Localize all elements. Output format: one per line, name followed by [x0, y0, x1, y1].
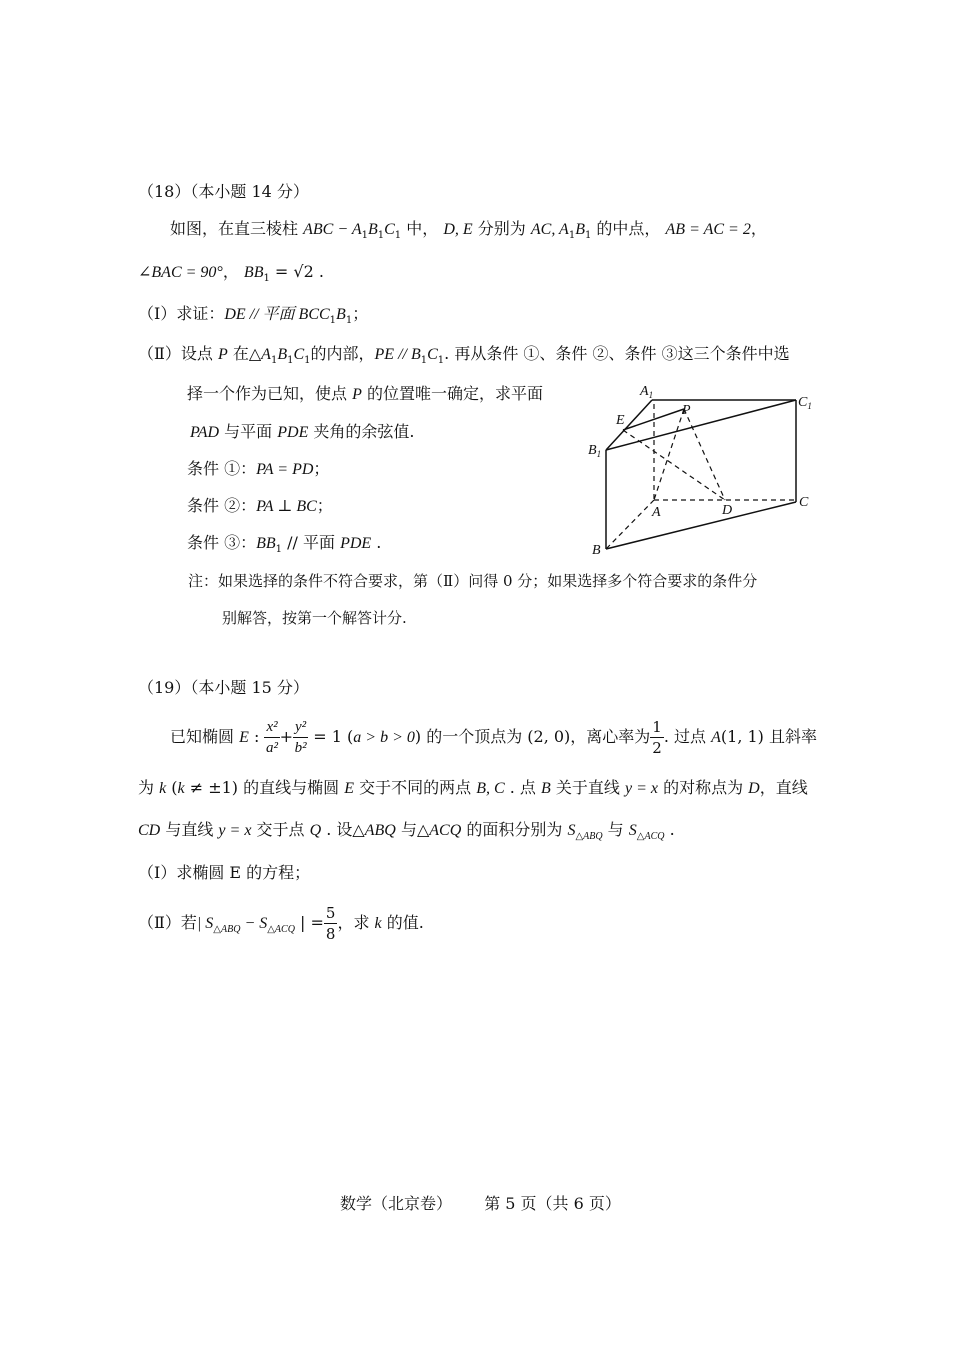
- label-A: A: [652, 505, 661, 520]
- q19-heading: （19）（本小题 15 分）: [138, 678, 309, 697]
- q18-part2-line2: 择一个作为已知，使点 P 的位置唯一确定，求平面: [187, 384, 543, 403]
- q18-heading: （18）（本小题 14 分）: [138, 182, 309, 201]
- q18-intro-line1: 如图，在直三棱柱 ABC − $A_1B_1C_1$ 中， D, E 分别为 AC, $A_1B_1$ 的中点， AB = AC = 2，: [170, 219, 767, 242]
- prism-figure: [580, 378, 830, 563]
- label-P: P: [682, 403, 691, 418]
- fraction-x2-a2: $\frac{\text{x²}}{\text{a²}}$: [266, 719, 279, 756]
- edge-B-C: [606, 502, 796, 549]
- q19-part1: （Ⅰ）求椭圆 E 的方程；: [138, 863, 311, 882]
- q19-line3: CD 与直线 y = x 交于点 Q . 设△ABQ 与△ACQ 的面积分别为 $S_{\triangle ABQ}$ 与 $S_{\triangle ACQ}$ .: [138, 820, 675, 843]
- segment-E-D: [623, 430, 725, 500]
- q18-note-line1: 注：如果选择的条件不符合要求，第（Ⅱ）问得 0 分；如果选择多个符合要求的条件分: [188, 572, 758, 590]
- q19-line1: 已知椭圆 E : $\frac{\text{x²}}{\text{a²}}$ + $\frac{\text{y²}}{\text{b²}}$ = 1 (a > b > 0) 的一个顶点为 (2, 0)，离心率为 $\frac{1}{2}$ . 过点 A(1, 1) 且斜率: [170, 718, 817, 757]
- fraction-one-half: $\frac{1}{2}$: [652, 718, 662, 757]
- label-B1: $B_1$: [588, 443, 602, 459]
- label-D: D: [722, 503, 733, 518]
- q18-note-line2: 别解答，按第一个解答计分.: [222, 609, 407, 627]
- footer-subject: 数学（北京卷）: [340, 1194, 453, 1213]
- fraction-five-eighths: $\frac{5}{8}$: [325, 904, 336, 943]
- footer-page-number: 第 5 页（共 6 页）: [484, 1194, 621, 1213]
- page-footer: [340, 1196, 621, 1212]
- q18-part1: （Ⅰ）求证：DE // 平面 $BCC_1B_1$；: [138, 304, 369, 327]
- fraction-y2-b2: $\frac{\text{y²}}{\text{b²}}$: [294, 719, 307, 756]
- q19-part2: （Ⅱ）若| $S_{\triangle ABQ} - S_{\triangle ACQ}$ | = $\frac{5}{8}$ ，求 k 的值.: [138, 904, 424, 943]
- q18-part2-line1: （Ⅱ）设点 P 在$\triangle A_1B_1C_1$的内部，PE // $B_1C_1$. 再从条件 ①、条件 ②、条件 ③这三个条件中选: [138, 344, 790, 367]
- edge-A-B: [606, 500, 654, 549]
- label-A1: $A_1$: [640, 384, 654, 400]
- label-B: B: [592, 543, 601, 558]
- q18-condition-1: 条件 ①：PA = PD；: [187, 459, 330, 478]
- q18-condition-2: 条件 ②：PA ⊥ BC；: [187, 496, 333, 515]
- label-E: E: [616, 413, 625, 428]
- q18-condition-3: 条件 ③：$BB_1$ // 平面 PDE .: [187, 533, 382, 556]
- q19-line2: 为 k (k ≠ ±1) 的直线与椭圆 E 交于不同的两点 B, C . 点 B 关于直线 y = x 的对称点为 D，直线: [138, 778, 808, 797]
- edge-B1-A1: [606, 400, 652, 450]
- q18-part2-line3: PAD 与平面 PDE 夹角的余弦值.: [190, 422, 415, 441]
- label-C1: $C_1$: [798, 395, 812, 411]
- label-C: C: [799, 495, 809, 510]
- edge-B1-C1: [606, 400, 796, 450]
- segment-P-A: [654, 409, 684, 500]
- q18-intro-line2: ∠BAC = 90°， $BB_1 = √2$ .: [138, 262, 324, 285]
